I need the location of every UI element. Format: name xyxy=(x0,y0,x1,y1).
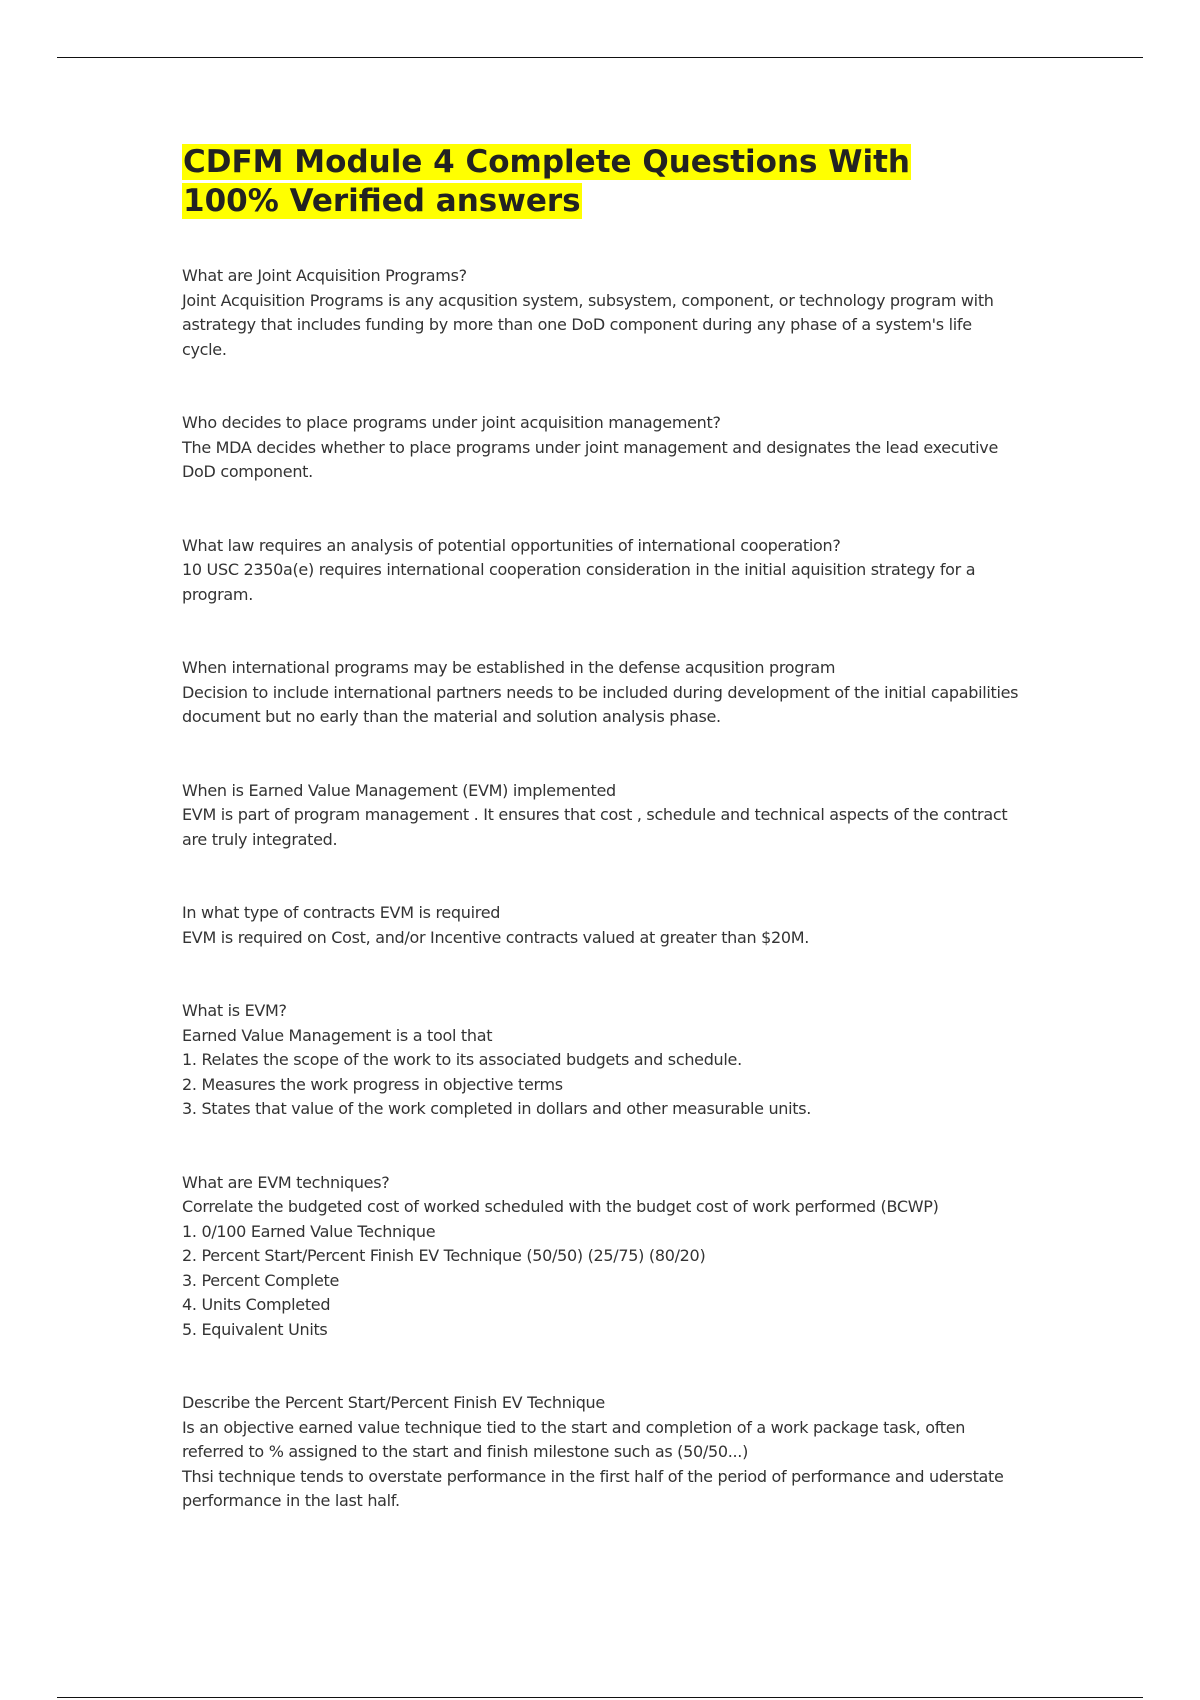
answer-text: Decision to include international partners needs to be included during development of the initial capabilities document but no early than the material and solution analysis phase. xyxy=(182,682,1019,726)
answer-line: 2. Percent Start/Percent Finish EV Technique (50/50) (25/75) (80/20) xyxy=(182,1246,706,1265)
question-text: Describe the Percent Start/Percent Finish EV Technique xyxy=(182,1393,605,1412)
qa-item xyxy=(182,656,1020,730)
answer-line: 2. Measures the work progress in objective terms xyxy=(182,1074,563,1094)
qa-item xyxy=(182,264,1020,362)
question-text: What law requires an analysis of potential opportunities of international cooperation? xyxy=(182,535,841,555)
answer-line: 3. States that value of the work completed in dollars and other measurable units. xyxy=(182,1099,812,1118)
qa-item xyxy=(182,901,1020,950)
question-text: Who decides to place programs under joint acquisition management? xyxy=(182,413,721,432)
qa-item xyxy=(182,1171,1020,1343)
qa-item xyxy=(182,534,1020,608)
qa-item xyxy=(182,779,1020,853)
answer-text: The MDA decides whether to place programs under joint management and designates the lead executive DoD component. xyxy=(182,437,999,481)
answer-text: Joint Acquisition Programs is any acqusition system, subsystem, component, or technology program with astrategy that includes funding by more than one DoD component during any phase of a system's life cycle. xyxy=(182,290,994,359)
answer-line: 1. Relates the scope of the work to its associated budgets and schedule. xyxy=(182,1050,742,1069)
top-rule xyxy=(57,57,1143,58)
answer-line: 4. Units Completed xyxy=(182,1295,331,1314)
document-body xyxy=(182,143,1020,1563)
answer-text: EVM is part of program management . It ensures that cost , schedule and technical aspects of the contract are truly integrated. xyxy=(182,805,1008,849)
question-text: What are EVM techniques? xyxy=(182,1172,390,1192)
qa-item xyxy=(182,999,1020,1122)
question-text: When international programs may be established in the defense acqusition program xyxy=(182,658,836,677)
answer-line: Earned Value Management is a tool that xyxy=(182,1025,493,1045)
answer-line: Correlate the budgeted cost of worked scheduled with the budget cost of work performed (BCWP) xyxy=(182,1197,939,1216)
title-line-1: CDFM Module 4 Complete Questions With xyxy=(183,144,911,180)
title-line-2: 100% Verified answers xyxy=(183,183,581,219)
qa-item xyxy=(182,1391,1020,1514)
answer-text: 10 USC 2350a(e) requires international cooperation consideration in the initial aquisition strategy for a program. xyxy=(182,560,976,604)
question-text: In what type of contracts EVM is required xyxy=(182,903,501,922)
answer-line: Is an objective earned value technique tied to the start and completion of a work package task, often referred to % assigned to the start and finish milestone such as (50/50...) xyxy=(182,1417,966,1461)
answer-line: Thsi technique tends to overstate performance in the first half of the period of performance and uderstate performance in the last half. xyxy=(182,1466,1004,1510)
question-text: What is EVM? xyxy=(182,1001,287,1020)
document-title xyxy=(182,143,1020,221)
question-text: When is Earned Value Management (EVM) implemented xyxy=(182,780,616,800)
answer-line: 3. Percent Complete xyxy=(182,1270,340,1290)
question-text: What are Joint Acquisition Programs? xyxy=(182,266,467,285)
answer-line: 1. 0/100 Earned Value Technique xyxy=(182,1221,436,1241)
qa-item xyxy=(182,411,1020,485)
bottom-rule xyxy=(57,1697,1143,1698)
answer-line: 5. Equivalent Units xyxy=(182,1319,328,1339)
answer-text: EVM is required on Cost, and/or Incentive contracts valued at greater than $20M. xyxy=(182,927,810,947)
